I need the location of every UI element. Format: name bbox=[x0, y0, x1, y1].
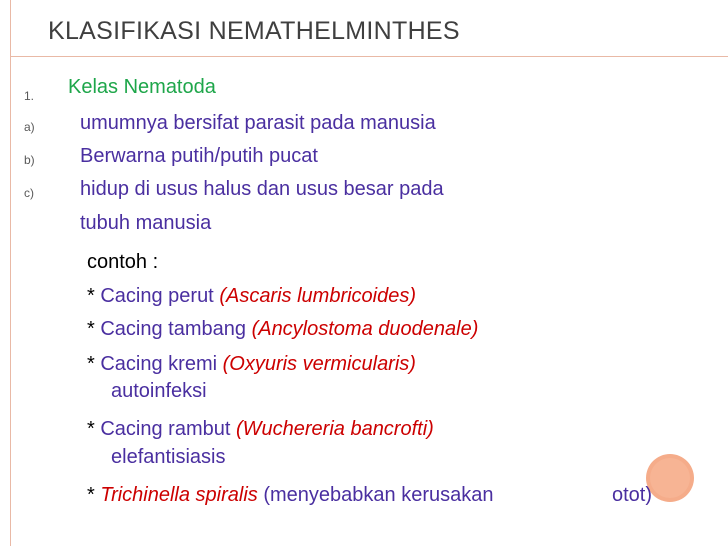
example-latin-name: (Oxyuris vermicularis) bbox=[222, 353, 416, 375]
title-underline bbox=[10, 56, 728, 57]
example-oxyuris bbox=[87, 353, 416, 376]
example-star: * bbox=[87, 353, 101, 375]
examples-label: contoh : bbox=[87, 251, 159, 273]
example-star: * bbox=[87, 285, 101, 307]
example-common-name: Cacing kremi bbox=[100, 353, 218, 375]
item-c-text: hidup di usus halus dan usus besar pada bbox=[80, 178, 444, 200]
example-latin-name: (Ancylostoma duodenale) bbox=[251, 318, 479, 340]
example-note-autoinfeksi: autoinfeksi bbox=[111, 380, 207, 402]
example-wuchereria bbox=[87, 418, 434, 441]
decorative-circle-inner bbox=[650, 458, 690, 498]
item-c-continuation: tubuh manusia bbox=[80, 212, 212, 234]
example-note-elefantisiasis: elefantisiasis bbox=[111, 446, 226, 468]
example-latin-name: (Wuchereria bancrofti) bbox=[235, 418, 434, 440]
item-a-text: umumnya bersifat parasit pada manusia bbox=[80, 112, 436, 134]
item-c-marker: c) bbox=[24, 186, 34, 200]
item-b-marker: b) bbox=[24, 153, 35, 167]
example-star: * bbox=[87, 418, 101, 440]
example-trichinella bbox=[87, 484, 494, 507]
left-accent-line bbox=[10, 0, 11, 546]
example-latin-name: Trichinella spiralis bbox=[100, 484, 258, 506]
item-a-marker: a) bbox=[24, 120, 35, 134]
example-star: * bbox=[87, 318, 101, 340]
decorative-circle bbox=[646, 454, 694, 502]
example-ascaris bbox=[87, 285, 416, 308]
heading-text: Kelas Nematoda bbox=[68, 76, 216, 98]
example-star: * bbox=[87, 484, 101, 506]
example-description-tail: otot) bbox=[612, 484, 653, 506]
heading-marker: 1. bbox=[24, 89, 35, 103]
example-description: (menyebabkan kerusakan bbox=[263, 484, 494, 506]
example-common-name: Cacing rambut bbox=[100, 418, 231, 440]
example-ancylostoma bbox=[87, 318, 478, 341]
item-b-text: Berwarna putih/putih pucat bbox=[80, 145, 318, 167]
example-common-name: Cacing perut bbox=[100, 285, 214, 307]
example-common-name: Cacing tambang bbox=[100, 318, 246, 340]
example-latin-name: (Ascaris lumbricoides) bbox=[219, 285, 417, 307]
slide-title: KLASIFIKASI NEMATHELMINTHES bbox=[48, 17, 460, 45]
